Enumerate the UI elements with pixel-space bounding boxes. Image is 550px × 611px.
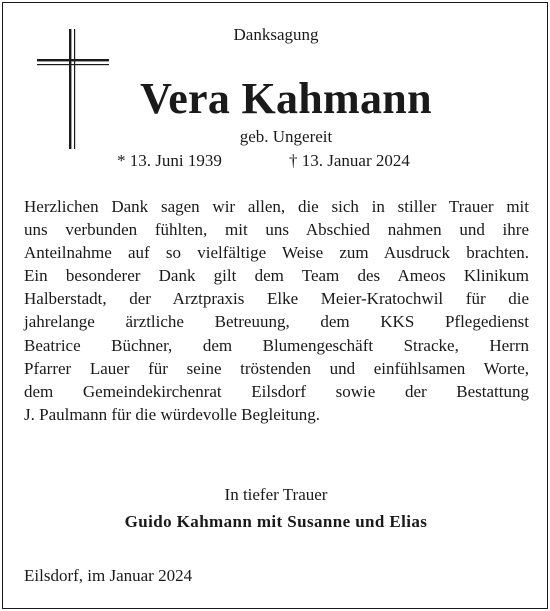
- body-line: Halberstadt, der Arztpraxis Elke Meier-Kratochwil für die: [24, 289, 529, 309]
- body-line: uns verbunden fühlten, mit uns Abschied nahmen und ihre: [24, 220, 529, 240]
- body-line: Herzlichen Dank sagen wir allen, die sich in stiller Trauer mit: [24, 197, 529, 216]
- mourners-signature: Guido Kahmann mit Susanne und Elias: [124, 512, 428, 531]
- body-line: Anteilnahme auf so vielfältige Weise zum Ausdruck brachten.: [24, 243, 529, 263]
- maiden-name: geb. Ungereit: [239, 127, 333, 146]
- body-line: Pfarrer Lauer für seine tröstenden und einfühlsamen Worte,: [24, 358, 529, 378]
- closing-phrase: In tiefer Trauer: [224, 485, 328, 504]
- body-line: Ein besonderer Dank gilt dem Team des Ameos Klinikum: [24, 266, 529, 286]
- place-and-date: Eilsdorf, im Januar 2024: [24, 566, 193, 585]
- body-line: Beatrice Büchner, dem Blumengeschäft Stracke, Herrn: [24, 335, 529, 355]
- body-line: jahrelange ärztliche Betreuung, dem KKS Pflegedienst: [24, 312, 529, 332]
- birth-date: * 13. Juni 1939: [117, 151, 222, 170]
- latin-cross-icon: [37, 29, 109, 149]
- death-date: † 13. Januar 2024: [289, 151, 410, 170]
- body-line: dem Gemeindekirchenrat Eilsdorf sowie der Bestattung: [24, 381, 529, 401]
- thank-you-text: [24, 195, 529, 426]
- obituary-notice: [2, 2, 548, 609]
- deceased-name: Vera Kahmann: [140, 74, 432, 123]
- notice-heading: Danksagung: [233, 25, 319, 44]
- body-line: J. Paulmann für die würdevolle Begleitung.: [24, 404, 321, 424]
